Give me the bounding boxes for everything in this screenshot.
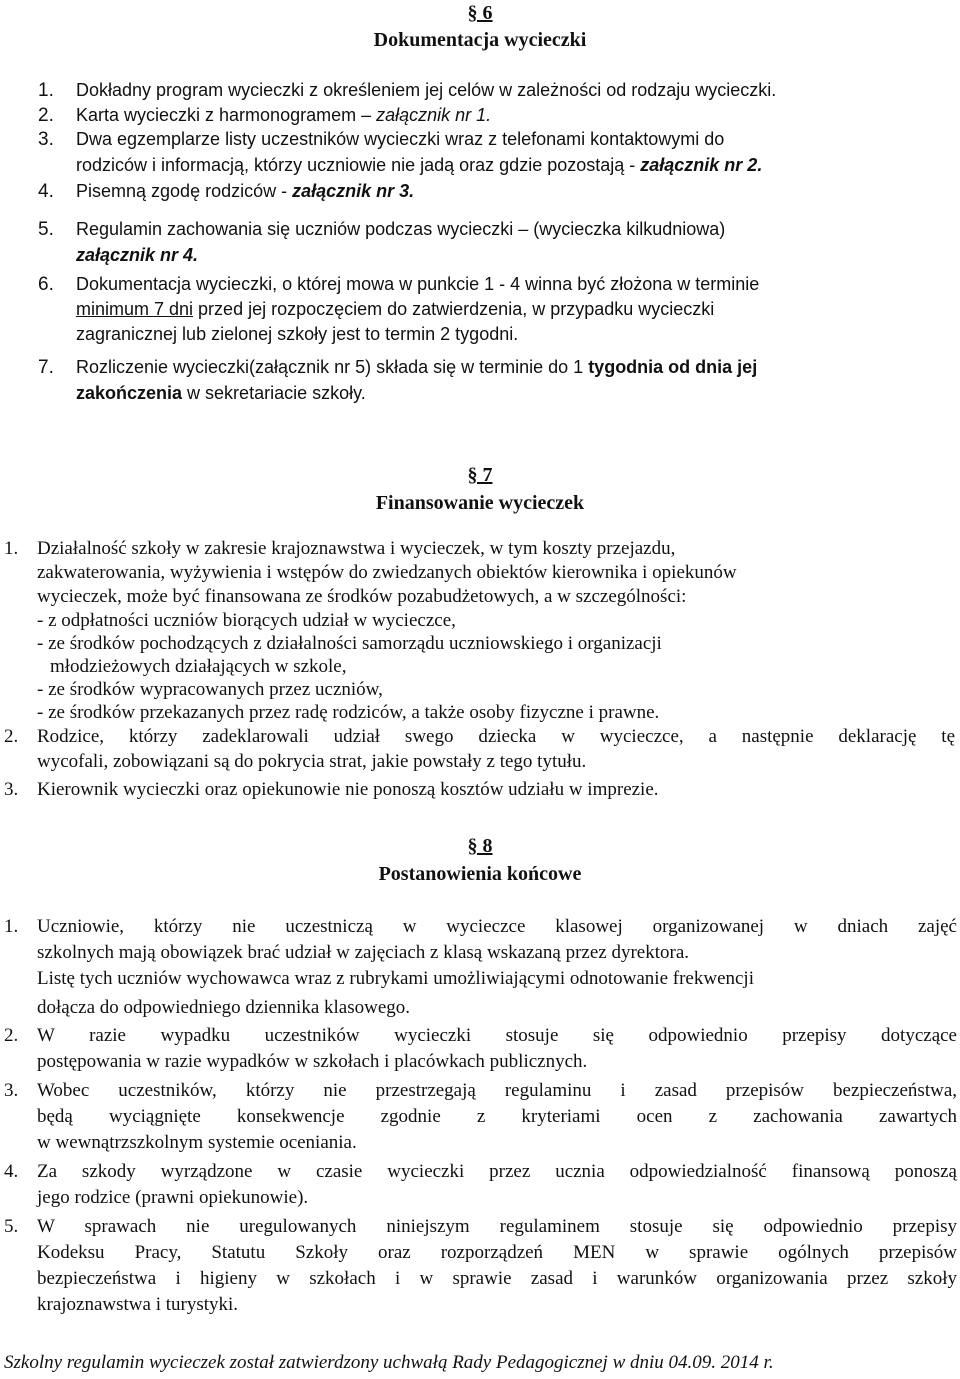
list-item-line: jego rodzice (prawni opiekunowie). [37,1187,309,1208]
list-item-line: krajoznawstwa i turystyki. [37,1294,239,1315]
list-item-number: 5. [38,219,54,240]
list-item-number: 1. [4,538,19,559]
deadline-text: tygodnia od dnia jej [588,357,758,377]
section-6-title: Dokumentacja wycieczki [373,29,587,51]
list-item-number: 7. [38,357,54,378]
list-item-line: w wewnątrzszkolnym systemie oceniania. [37,1132,357,1153]
list-item-line: Kodeksu Pracy, Statutu Szkoły oraz rozporządzeń MEN w sprawie ogólnych przepisów [37,1242,957,1263]
list-item [76,104,491,128]
list-item-line: Dokumentacja wycieczki, o której mowa w punkcie 1 - 4 winna być złożona w terminie [76,274,760,294]
list-item-text: Pisemną zgodę rodziców - [76,181,293,201]
attachment-reference: załącznik nr 2. [640,155,763,175]
deadline-text: minimum 7 dni [76,299,194,319]
list-item-line: młodzieżowych działających w szkole, [50,656,347,677]
list-item-number: 4. [4,1161,19,1182]
section-7-number: § 7 [467,464,493,486]
list-item-number: 3. [4,1080,19,1101]
list-item-line: szkolnych mają obowiązek brać udział w zajęciach z klasą wskazaną przez dyrektora. [37,942,690,963]
list-item-line: Listę tych uczniów wychowawca wraz z rubrykami umożliwiającymi odnotowanie frekwencji [37,968,754,989]
list-item-text: przed jej rozpoczęciem do zatwierdzenia, w przypadku wycieczki [193,299,715,319]
list-item-number: 4. [38,181,54,202]
list-item-line: dołącza do odpowiedniego dziennika klasowego. [37,997,411,1018]
list-item-number: 1. [4,916,19,937]
list-item: Dokładny program wycieczki z określeniem jej celów w zależności od rodzaju wycieczki. [76,80,777,100]
list-item-number: 2. [38,105,54,126]
list-item-line: Działalność szkoły w zakresie krajoznawstwa i wycieczek, w tym koszty przejazdu, [37,538,676,559]
list-item-number: 2. [4,726,19,747]
list-item-line: będą wyciągnięte konsekwencje zgodnie z kryteriami ocen z zachowania zawartych [37,1106,957,1127]
list-item-line: Regulamin zachowania się uczniów podczas wycieczki – (wycieczka kilkudniowa) [76,219,726,239]
list-item-line [76,154,762,178]
footer-note: Szkolny regulamin wycieczek został zatwierdzony uchwałą Rady Pedagogicznej w dniu 04.09. 2014 r. [4,1352,774,1373]
list-item-line: - ze środków przekazanych przez radę rodziców, a także osoby fizyczne i prawne. [37,702,660,723]
list-item-number: 1. [38,80,54,101]
list-item-number: 6. [38,274,54,295]
list-item-line: W sprawach nie uregulowanych niniejszym regulaminem stosuje się odpowiednio przepisy [37,1216,957,1237]
deadline-text: zakończenia [76,383,183,403]
list-item-line [76,356,757,380]
list-item-line: W razie wypadku uczestników wycieczki stosuje się odpowiednio przepisy dotyczące [37,1025,957,1046]
list-item-line: Uczniowie, którzy nie uczestniczą w wycieczce klasowej organizowanej w dniach zajęć [37,916,957,937]
section-7-title: Finansowanie wycieczek [375,492,585,514]
list-item-line: Kierownik wycieczki oraz opiekunowie nie ponoszą kosztów udziału w imprezie. [37,779,659,800]
list-item-text: Rozliczenie wycieczki(załącznik nr 5) składa się w terminie do 1 [76,357,589,377]
section-8-number: § 8 [467,835,493,857]
section-8-title: Postanowienia końcowe [378,863,582,885]
list-item-line: postępowania w razie wypadków w szkołach i placówkach publicznych. [37,1051,588,1072]
attachment-reference: załącznik nr 1. [376,105,492,125]
list-item-text: rodziców i informacją, którzy uczniowie nie jadą oraz gdzie pozostają - [76,155,641,175]
list-item-line: - ze środków wypracowanych przez uczniów, [37,679,383,700]
list-item-line: zagranicznej lub zielonej szkoły jest to termin 2 tygodni. [76,324,519,344]
list-item-line: - z odpłatności uczniów biorących udział w wycieczce, [37,610,456,631]
list-item-line: Wobec uczestników, którzy nie przestrzegają regulaminu i zasad przepisów bezpieczeństwa, [37,1080,957,1101]
list-item-line [76,298,714,322]
list-item-line: bezpieczeństwa i higieny w szkołach i w sprawie zasad i warunków organizowania przez szkoły [37,1268,957,1289]
list-item-line: wycofali, zobowiązani są do pokrycia strat, jakie powstały z tego tytułu. [37,751,587,772]
list-item-number: 3. [4,779,19,800]
list-item-line: Rodzice, którzy zadeklarowali udział swego dziecka w wycieczce, a następnie deklarację tę [37,726,955,747]
list-item-number: 5. [4,1216,19,1237]
attachment-reference: załącznik nr 3. [292,181,415,201]
list-item-number: 3. [38,129,54,150]
list-item-number: 2. [4,1025,19,1046]
list-item-line: Za szkody wyrządzone w czasie wycieczki przez ucznia odpowiedzialność finansową ponoszą [37,1161,957,1182]
list-item-text: Karta wycieczki z harmonogramem – [76,105,377,125]
list-item-line [76,382,366,406]
list-item-line: wycieczek, może być finansowana ze środków pozabudżetowych, a w szczególności: [37,586,687,607]
list-item-line: zakwaterowania, wyżywienia i wstępów do zwiedzanych obiektów kierownika i opiekunów [37,562,737,583]
list-item-text: w sekretariacie szkoły. [182,383,366,403]
list-item [76,180,414,204]
section-6-number: § 6 [467,2,493,24]
attachment-reference: załącznik nr 4. [76,245,199,265]
list-item-line: - ze środków pochodzących z działalności samorządu uczniowskiego i organizacji [37,633,662,654]
list-item-line: Dwa egzemplarze listy uczestników wycieczki wraz z telefonami kontaktowymi do [76,129,725,149]
